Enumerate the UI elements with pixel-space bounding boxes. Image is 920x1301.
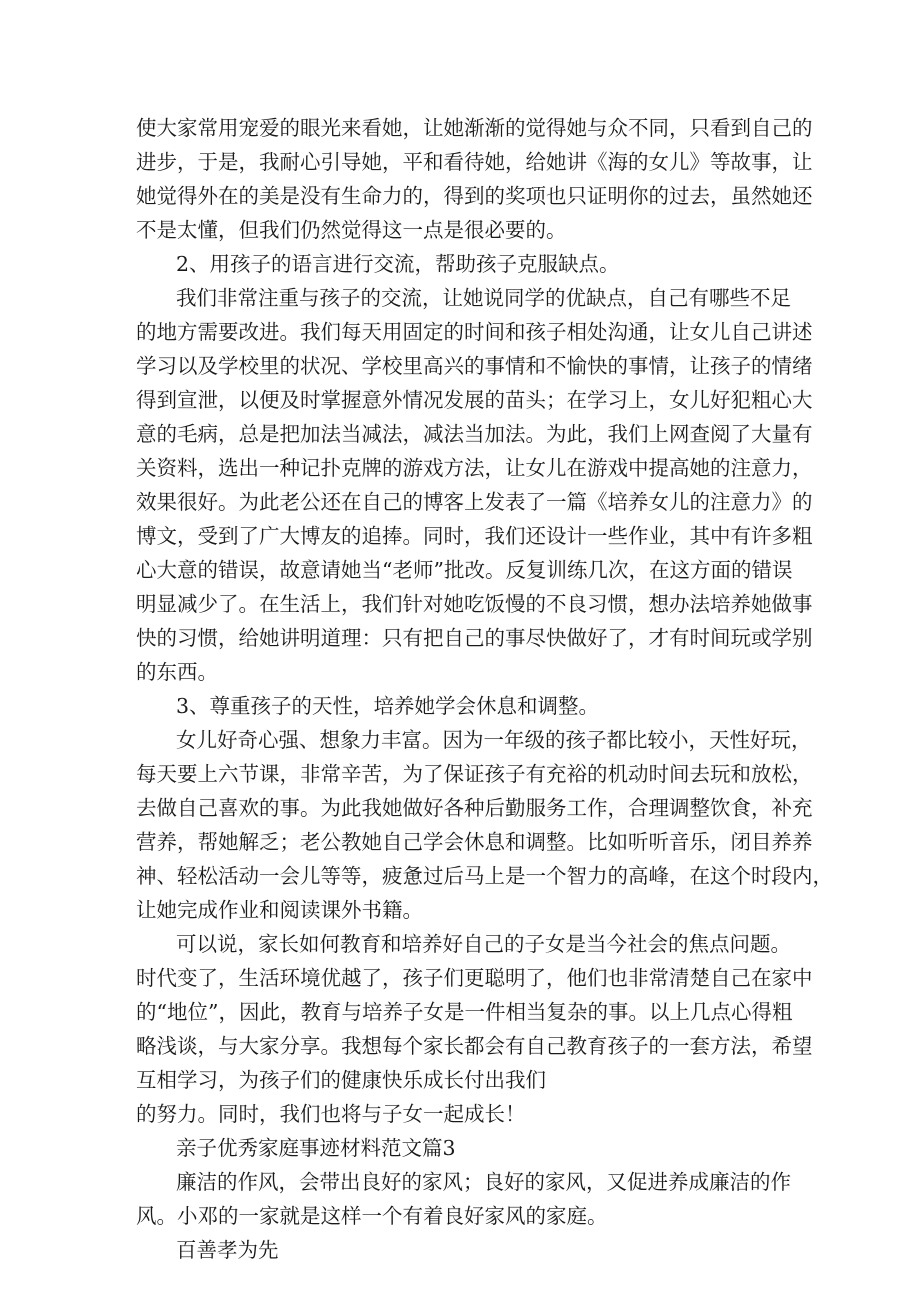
text-line: 营养，帮她解乏；老公教她自己学会休息和调整。比如听听音乐，闭目养养 <box>136 830 813 854</box>
paragraph-start: 可以说，家长如何教育和培养好自己的子女是当今社会的焦点问题。 <box>176 932 791 956</box>
text-line: 心大意的错误，故意请她当“老师”批改。反复训练几次，在这方面的错误 <box>136 558 793 582</box>
text-line: 每天要上六节课，非常辛苦，为了保证孩子有充裕的机动时间去玩和放松， <box>136 762 813 786</box>
text-line: 关资料，选出一种记扑克牌的游戏方法，让女儿在游戏中提高她的注意力， <box>136 456 813 480</box>
text-line: 的努力。同时，我们也将与子女一起成长！ <box>136 1102 526 1126</box>
text-line: 互相学习，为孩子们的健康快乐成长付出我们 <box>136 1068 546 1092</box>
paragraph-start: 廉洁的作风，会带出良好的家风；良好的家风，又促进养成廉洁的作 <box>176 1170 791 1194</box>
text-line: 的东西。 <box>136 660 218 684</box>
text-line: 使大家常用宠爱的眼光来看她，让她渐渐的觉得她与众不同，只看到自己的 <box>136 116 813 140</box>
section-heading: 2、用孩子的语言进行交流，帮助孩子克服缺点。 <box>176 252 620 276</box>
text-line: 让她完成作业和阅读课外书籍。 <box>136 898 423 922</box>
paragraph-start: 女儿好奇心强、想象力丰富。因为一年级的孩子都比较小，天性好玩， <box>176 728 812 752</box>
text-line: 她觉得外在的美是没有生命力的，得到的奖项也只证明你的过去，虽然她还 <box>136 184 813 208</box>
text-line: 学习以及学校里的状况、学校里高兴的事情和不愉快的事情，让孩子的情绪 <box>136 354 813 378</box>
subheading: 百善孝为先 <box>176 1238 279 1262</box>
text-line: 效果很好。为此老公还在自己的博客上发表了一篇《培养女儿的注意力》的 <box>136 490 813 514</box>
text-line: 快的习惯，给她讲明道理：只有把自己的事尽快做好了，才有时间玩或学别 <box>136 626 813 650</box>
text-line: 的地方需要改进。我们每天用固定的时间和孩子相处沟通，让女儿自己讲述 <box>136 320 813 344</box>
text-line: 风。小邓的一家就是这样一个有着良好家风的家庭。 <box>136 1204 608 1228</box>
text-line: 不是太懂，但我们仍然觉得这一点是很必要的。 <box>136 218 567 242</box>
text-line: 得到宣泄，以便及时掌握意外情况发展的苗头；在学习上，女儿好犯粗心大 <box>136 388 813 412</box>
article-title: 亲子优秀家庭事迹材料范文篇3 <box>176 1136 456 1160</box>
text-line: 进步，于是，我耐心引导她，平和看待她，给她讲《海的女儿》等故事，让 <box>136 150 813 174</box>
text-line: 去做自己喜欢的事。为此我她做好各种后勤服务工作，合理调整饮食，补充 <box>136 796 813 820</box>
paragraph-start: 我们非常注重与孩子的交流，让她说同学的优缺点，自己有哪些不足 <box>176 286 791 310</box>
text-line: 意的毛病，总是把加法当减法，减法当加法。为此，我们上网查阅了大量有 <box>136 422 813 446</box>
text-line: 神、轻松活动一会儿等等，疲惫过后马上是一个智力的高峰，在这个时段内， <box>136 864 833 888</box>
text-line: 明显减少了。在生活上，我们针对她吃饭慢的不良习惯，想办法培养她做事 <box>136 592 813 616</box>
text-line: 时代变了，生活环境优越了，孩子们更聪明了，他们也非常清楚自己在家中 <box>136 966 813 990</box>
section-heading: 3、尊重孩子的天性，培养她学会休息和调整。 <box>176 694 600 718</box>
text-line: 博文，受到了广大博友的追捧。同时，我们还设计一些作业，其中有许多粗 <box>136 524 813 548</box>
text-line: 略浅谈，与大家分享。我想每个家长都会有自己教育孩子的一套方法，希望 <box>136 1034 813 1058</box>
text-line: 的“地位”，因此，教育与培养子女是一件相当复杂的事。以上几点心得粗 <box>136 1000 793 1024</box>
